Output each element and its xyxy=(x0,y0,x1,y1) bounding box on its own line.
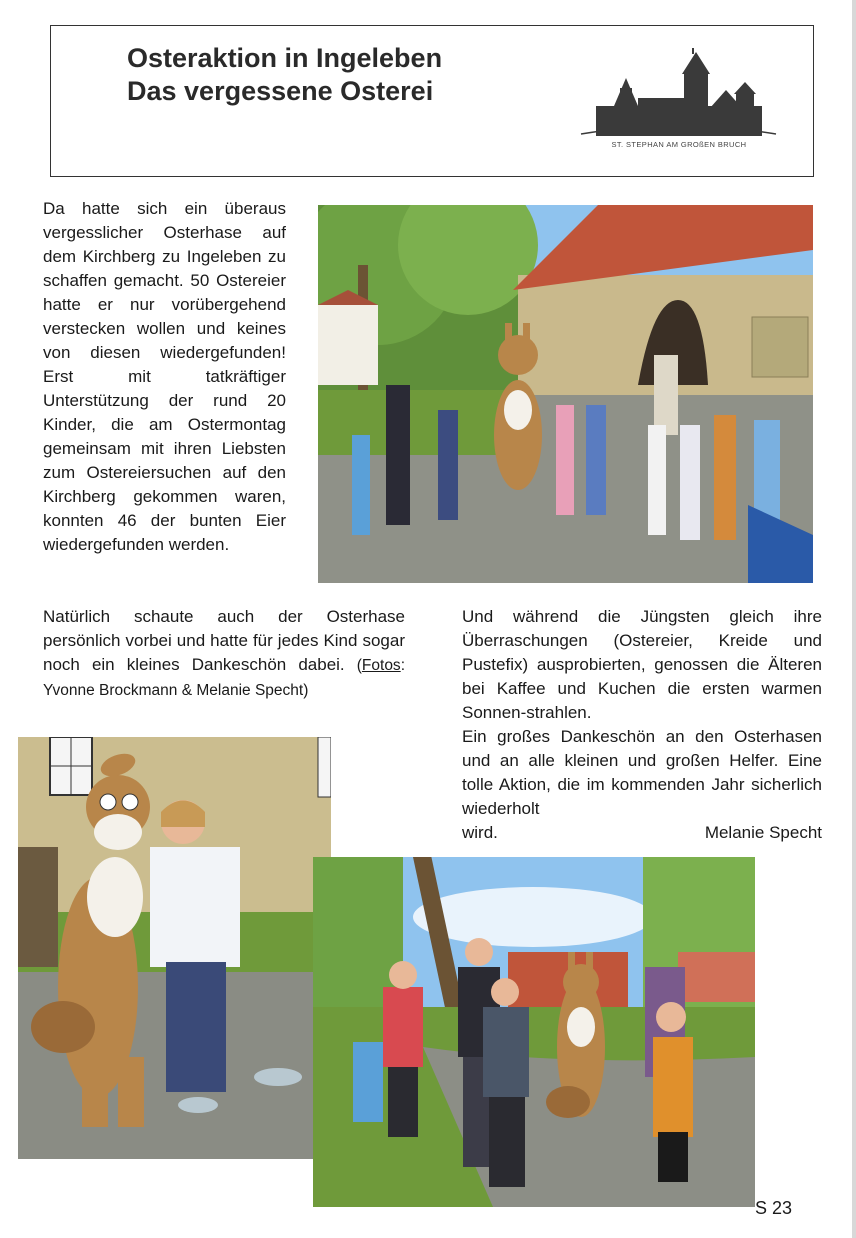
logo-text: ST. STEPHAN AM GROßEN BRUCH xyxy=(611,140,747,149)
parish-logo xyxy=(576,48,782,160)
signoff xyxy=(462,821,822,845)
church-silhouette-icon xyxy=(576,48,782,138)
photo-credit-link: Fotos xyxy=(361,657,401,674)
article-paragraph-2 xyxy=(43,605,405,703)
right-paragraph-1: Und während die Jüngsten gleich ihre Überraschungen (Ostereier, Kreide und Pustefix) ausprobierten, genossen die Älteren bei Kaffee und Kuchen die ersten warmen Sonnen-strahlen. xyxy=(462,607,822,722)
title-line-2: Das vergessene Osterei xyxy=(127,76,434,106)
intro-paragraph: Da hatte sich ein überaus vergesslicher Osterhase auf dem Kirchberg zu Ingeleben zu schaffen gemacht. 50 Ostereier hatte er nur vorübergehend verstecken wollen und keines von diesen wiedergefunden! Erst mit tatkräftiger Unterstützung der rund 20 Kinder, die am Ostermontag gemeinsam mit ihren Liebsten zum Ostereiersuchen auf den Kirchberg gekommen waren, konnten 46 der bunten Eier wiedergefunden werden. xyxy=(43,199,286,554)
photo-egg-hunt xyxy=(313,857,755,1207)
photo-children-at-church xyxy=(318,205,813,583)
photo-credit: (Fotos: Yvonne Brockmann & Melanie Specht) xyxy=(43,657,405,699)
paragraph-2-text: Natürlich schaute auch der Osterhase persönlich vorbei und hatte für jedes Kind sogar noch ein kleines Dankeschön dabei. xyxy=(43,607,405,674)
last-word: wird. xyxy=(462,823,498,842)
right-paragraph-2: Ein großes Dankeschön an den Osterhasen und an alle kleinen und großen Helfer. Eine tolle Aktion, die im kommenden Jahr sicherlich wiederholt xyxy=(462,727,822,818)
article-right-column xyxy=(462,605,822,845)
title-line-1: Osteraktion in Ingeleben xyxy=(127,43,443,73)
article-column xyxy=(43,197,286,557)
photo-woman-with-bunny xyxy=(18,737,331,1159)
page-number: S 23 xyxy=(755,1198,793,1218)
page-title xyxy=(127,42,442,108)
author-name: Melanie Specht xyxy=(704,823,822,842)
